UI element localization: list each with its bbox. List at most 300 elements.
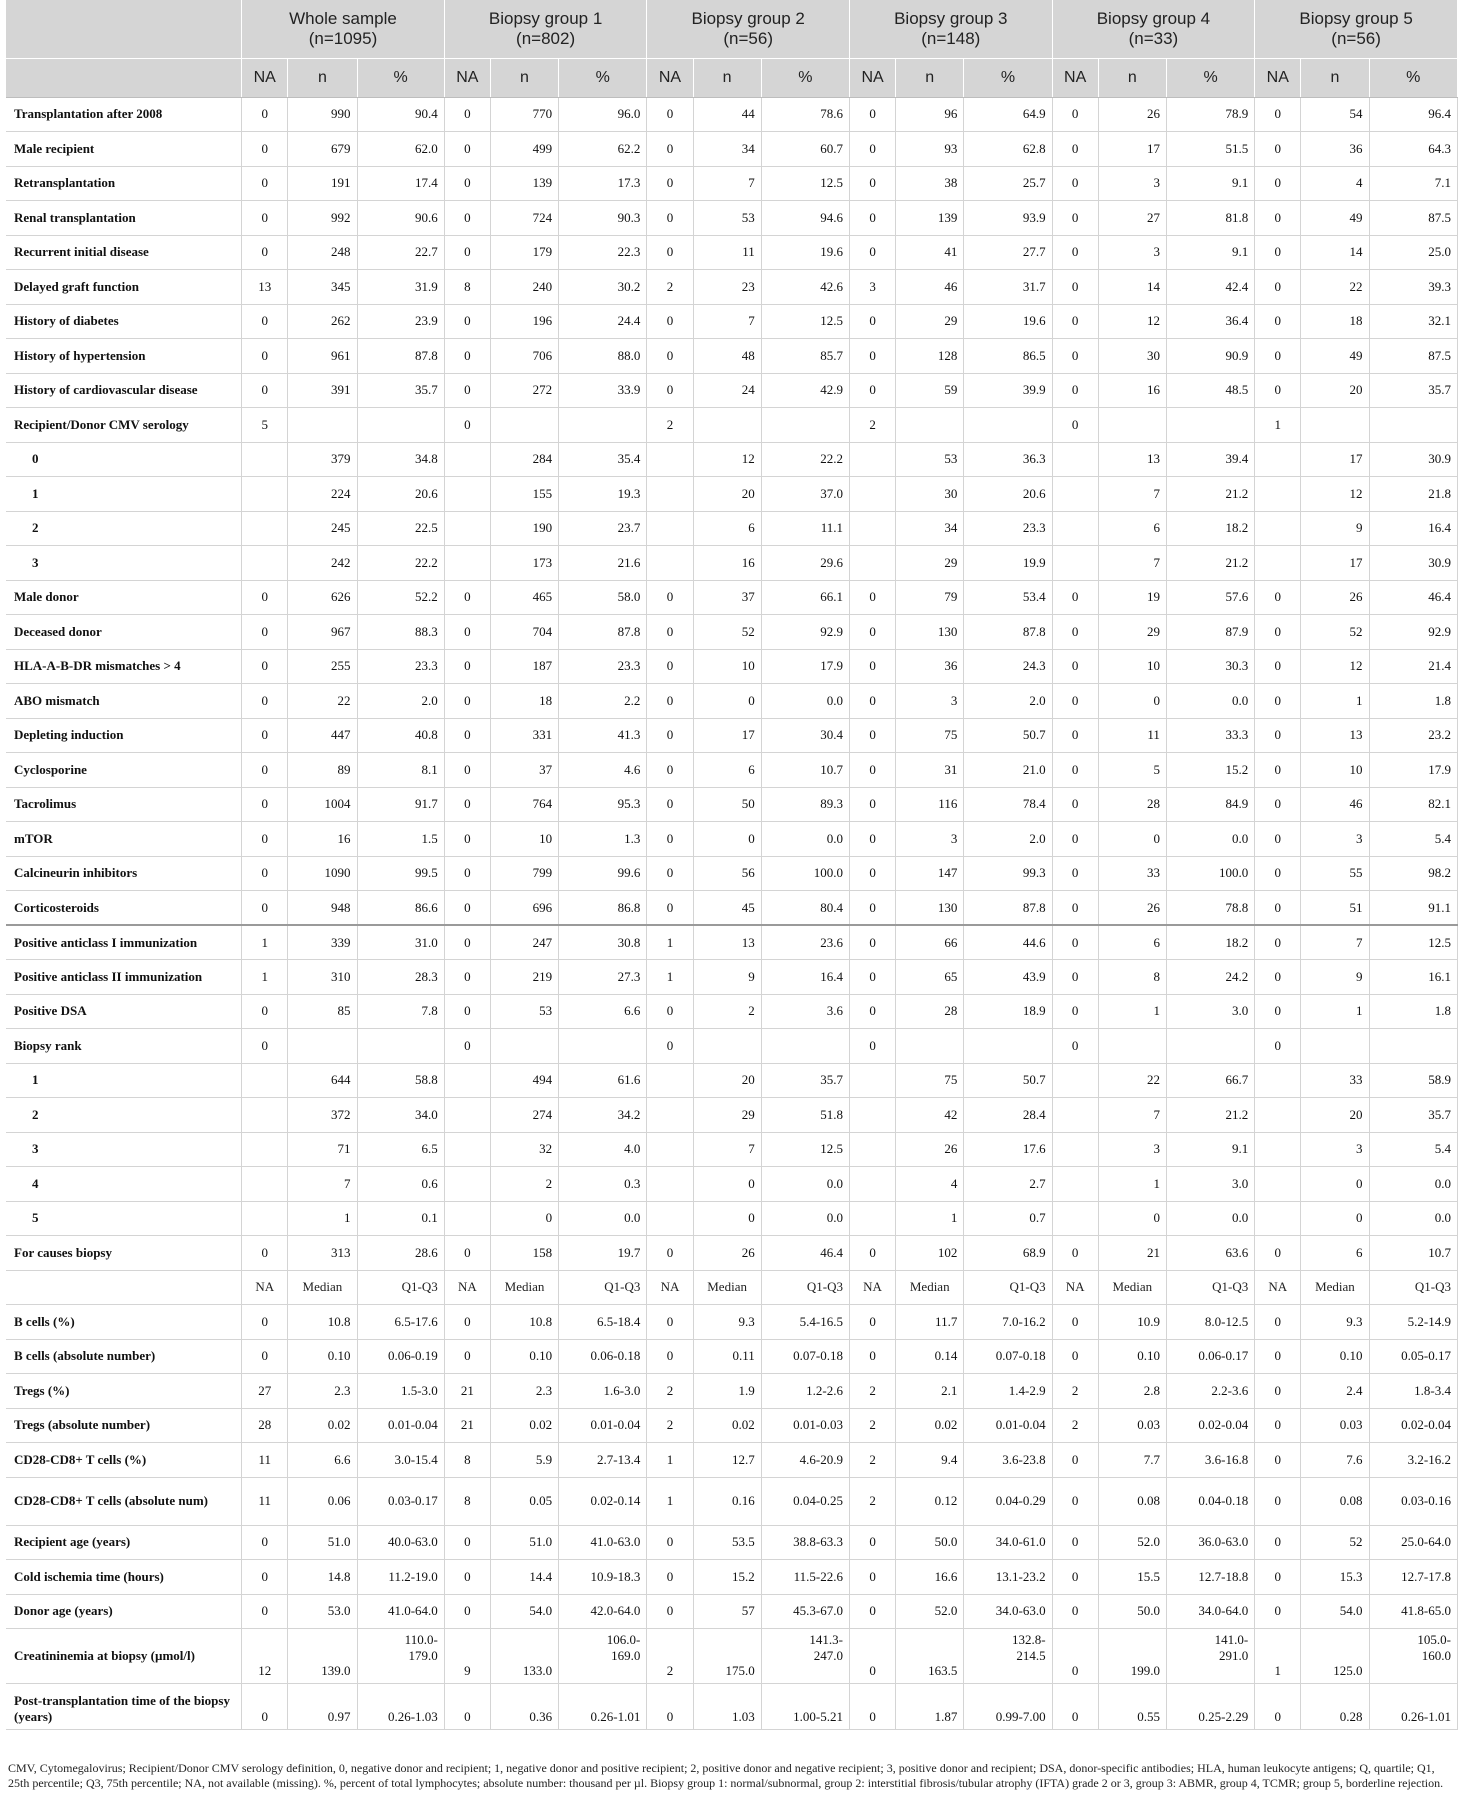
table-cell (850, 1063, 896, 1098)
table-cell: 14.8 (288, 1560, 357, 1595)
table-cell: 50.0 (896, 1525, 964, 1560)
table-cell: 0 (850, 994, 896, 1029)
table-cell (242, 477, 288, 512)
subheader-cell: % (1166, 58, 1254, 97)
table-cell (1166, 408, 1254, 443)
table-cell: 57 (693, 1594, 761, 1629)
table-cell: 42.9 (761, 373, 849, 408)
table-cell (850, 546, 896, 581)
table-cell: 0 (1052, 822, 1098, 857)
table-cell: 58.9 (1369, 1063, 1457, 1098)
table-cell: 17.3 (559, 166, 647, 201)
table-cell: 23.3 (964, 511, 1052, 546)
row-label: Donor age (years) (6, 1594, 242, 1629)
table-cell (288, 1029, 357, 1064)
data-table (6, 0, 1458, 1730)
table-cell: 41 (896, 235, 964, 270)
table-cell: 16.1 (1369, 960, 1457, 995)
table-cell: 704 (490, 615, 558, 650)
table-cell: 0 (1098, 1201, 1166, 1236)
median-header-cell: Q1-Q3 (357, 1270, 444, 1305)
table-cell: 19.9 (964, 546, 1052, 581)
table-cell: 967 (288, 615, 357, 650)
table-cell (1052, 1167, 1098, 1202)
table-cell: 5.2-14.9 (1369, 1305, 1457, 1340)
table-cell (490, 1029, 558, 1064)
table-cell: 0 (647, 304, 693, 339)
table-cell: 8 (444, 270, 490, 305)
table-cell: 78.6 (761, 97, 849, 132)
table-cell: 0.7 (964, 1201, 1052, 1236)
table-cell: 12.5 (761, 166, 849, 201)
row-label: Male recipient (6, 132, 242, 167)
table-cell: 21 (1098, 1236, 1166, 1271)
table-cell (1369, 408, 1457, 443)
table-cell: 36.0-63.0 (1166, 1525, 1254, 1560)
table-cell: 0 (850, 97, 896, 132)
table-cell: 3.2-16.2 (1369, 1443, 1457, 1478)
table-cell: 0 (1301, 1201, 1369, 1236)
table-cell: 0 (444, 718, 490, 753)
table-cell: 0 (1052, 925, 1098, 960)
table-cell: 1.5-3.0 (357, 1374, 444, 1409)
table-cell (242, 442, 288, 477)
table-cell: 28 (1098, 787, 1166, 822)
table-cell: 139 (896, 201, 964, 236)
table-cell: 163.5 (896, 1629, 964, 1684)
median-header-cell: Median (490, 1270, 558, 1305)
table-row (6, 132, 1458, 167)
table-cell: 53 (693, 201, 761, 236)
table-cell: 274 (490, 1098, 558, 1133)
table-cell: 0 (242, 235, 288, 270)
table-cell: 30.2 (559, 270, 647, 305)
table-cell: 51.5 (1166, 132, 1254, 167)
table-cell (647, 511, 693, 546)
table-cell: 20 (693, 477, 761, 512)
table-cell (1369, 1029, 1457, 1064)
table-cell: 0 (647, 1525, 693, 1560)
table-row (6, 1029, 1458, 1064)
table-cell: 23.3 (559, 649, 647, 684)
subheader-cell: % (964, 58, 1052, 97)
table-cell: 372 (288, 1098, 357, 1133)
table-cell: 38 (896, 166, 964, 201)
table-cell: 4.6-20.9 (761, 1443, 849, 1478)
table-cell: 0 (444, 787, 490, 822)
table-cell: 16 (288, 822, 357, 857)
table-cell (647, 477, 693, 512)
table-cell: 33.3 (1166, 718, 1254, 753)
table-cell: 28.3 (357, 960, 444, 995)
subheader-cell: n (1098, 58, 1166, 97)
table-cell: 0 (444, 1305, 490, 1340)
table-cell: 1.3 (559, 822, 647, 857)
subheader-cell: NA (850, 58, 896, 97)
table-row (6, 994, 1458, 1029)
table-cell (761, 1029, 849, 1064)
table-cell: 18.9 (964, 994, 1052, 1029)
table-row (6, 201, 1458, 236)
table-cell: 0 (444, 1560, 490, 1595)
row-label: Male donor (6, 580, 242, 615)
table-cell: 88.3 (357, 615, 444, 650)
table-cell: 1004 (288, 787, 357, 822)
table-cell: 0 (850, 339, 896, 374)
table-cell: 0 (1052, 649, 1098, 684)
table-cell: 45.3-67.0 (761, 1594, 849, 1629)
table-row (6, 408, 1458, 443)
table-cell: 2 (1052, 1408, 1098, 1443)
table-cell: 7 (1098, 1098, 1166, 1133)
table-cell: 53 (490, 994, 558, 1029)
table-cell: 95.3 (559, 787, 647, 822)
table-cell: 4 (1301, 166, 1369, 201)
table-cell (850, 1201, 896, 1236)
table-cell: 2.0 (964, 822, 1052, 857)
table-cell: 0 (1255, 132, 1301, 167)
table-cell: 1 (1301, 684, 1369, 719)
table-cell: 46.4 (761, 1236, 849, 1271)
table-cell: 0 (444, 373, 490, 408)
table-cell: 52 (1301, 615, 1369, 650)
table-cell: 23 (693, 270, 761, 305)
table-cell: 0 (1098, 822, 1166, 857)
table-cell: 116 (896, 787, 964, 822)
group-header: Biopsy group 2 (n=56) (647, 0, 850, 58)
table-cell: 21.2 (1166, 1098, 1254, 1133)
table-cell: 724 (490, 201, 558, 236)
table-cell: 0 (1098, 684, 1166, 719)
table-cell: 5.4 (1369, 822, 1457, 857)
table-cell: 2 (850, 1443, 896, 1478)
table-cell: 34.0 (357, 1098, 444, 1133)
table-cell: 0 (242, 718, 288, 753)
table-cell: 313 (288, 1236, 357, 1271)
median-header-cell: NA (242, 1270, 288, 1305)
table-cell: 3 (1098, 1132, 1166, 1167)
table-cell: 80.4 (761, 891, 849, 926)
row-label: Renal transplantation (6, 201, 242, 236)
table-cell: 247 (490, 925, 558, 960)
table-cell: 0 (1052, 201, 1098, 236)
table-cell: 37.0 (761, 477, 849, 512)
table-cell: 100.0 (761, 856, 849, 891)
table-cell: 105.0- 160.0 (1369, 1629, 1457, 1684)
table-row (6, 304, 1458, 339)
table-cell: 1 (242, 925, 288, 960)
row-label: Deceased donor (6, 615, 242, 650)
table-cell: 0.07-0.18 (761, 1339, 849, 1374)
table-cell: 799 (490, 856, 558, 891)
group-header: Biopsy group 4 (n=33) (1052, 0, 1255, 58)
table-cell (242, 1098, 288, 1133)
table-cell: 272 (490, 373, 558, 408)
table-cell: 5 (242, 408, 288, 443)
table-cell: 0 (242, 580, 288, 615)
table-cell: 0 (850, 1029, 896, 1064)
table-cell: 0.1 (357, 1201, 444, 1236)
table-cell: 1.8-3.4 (1369, 1374, 1457, 1409)
table-cell: 0 (444, 1029, 490, 1064)
table-cell: 0 (647, 787, 693, 822)
table-cell: 21.6 (559, 546, 647, 581)
row-label: 2 (6, 1098, 242, 1133)
table-cell: 15.3 (1301, 1560, 1369, 1595)
table-cell: 2.7-13.4 (559, 1443, 647, 1478)
table-cell: 28.6 (357, 1236, 444, 1271)
subheader-row (6, 58, 1458, 97)
footnote: CMV, Cytomegalovirus; Recipient/Donor CMV serology definition, 0, negative donor and recipient; 1, negative donor and positive recipient; 2, positive donor and negative recipient; 3, positive donor and recipient; DSA, donor-specific antibodies; HLA, human leukocyte antigens; Q, quartile; Q1, 25th percentile; Q3, 75th percentile; NA, not available (missing). %, percent of total lymphocytes; absolute number: thousand per µl. Biopsy group 1: normal/subnormal, group 2: interstitial fibrosis/tubular atrophy (IFTA) grade 2 or 3, group 3: ABMR, group 4, TCMR; group 5, borderline rejection. (8, 1761, 1444, 1790)
table-cell: 8 (1098, 960, 1166, 995)
table-body (6, 0, 1458, 1730)
table-cell (1255, 1098, 1301, 1133)
table-cell: 0 (242, 1339, 288, 1374)
table-cell: 679 (288, 132, 357, 167)
table-cell: 94.6 (761, 201, 849, 236)
table-row (6, 925, 1458, 960)
table-cell: 2.3 (288, 1374, 357, 1409)
table-cell: 51.0 (490, 1525, 558, 1560)
table-cell: 87.9 (1166, 615, 1254, 650)
table-cell: 0 (444, 201, 490, 236)
table-cell: 10.7 (1369, 1236, 1457, 1271)
table-cell: 87.5 (1369, 201, 1457, 236)
table-cell: 0.03-0.17 (357, 1477, 444, 1525)
table-cell: 0 (1255, 856, 1301, 891)
table-cell: 89 (288, 753, 357, 788)
table-row (6, 546, 1458, 581)
table-cell: 66.7 (1166, 1063, 1254, 1098)
table-cell: 0 (1052, 373, 1098, 408)
table-cell: 0 (1052, 1560, 1098, 1595)
table-cell: 23.7 (559, 511, 647, 546)
table-cell (1052, 511, 1098, 546)
table-cell: 0 (242, 787, 288, 822)
table-cell: 35.7 (1369, 373, 1457, 408)
table-cell: 0 (242, 132, 288, 167)
median-header-cell: Q1-Q3 (559, 1270, 647, 1305)
table-row (6, 373, 1458, 408)
table-cell: 0 (242, 822, 288, 857)
table-cell: 41.8-65.0 (1369, 1594, 1457, 1629)
table-cell: 46.4 (1369, 580, 1457, 615)
table-cell (647, 546, 693, 581)
table-cell: 0 (1255, 1029, 1301, 1064)
row-label: HLA-A-B-DR mismatches > 4 (6, 649, 242, 684)
table-cell: 0 (850, 960, 896, 995)
table-cell: 22.2 (761, 442, 849, 477)
table-cell: 191 (288, 166, 357, 201)
table-cell: 34.0-61.0 (964, 1525, 1052, 1560)
table-cell: 0.06-0.19 (357, 1339, 444, 1374)
table-cell: 245 (288, 511, 357, 546)
table-cell: 36.3 (964, 442, 1052, 477)
table-cell: 16.4 (761, 960, 849, 995)
table-cell: 31.9 (357, 270, 444, 305)
table-cell: 45 (693, 891, 761, 926)
table-cell: 9.1 (1166, 166, 1254, 201)
table-cell: 6 (1098, 925, 1166, 960)
table-cell: 255 (288, 649, 357, 684)
table-cell: 0 (850, 1339, 896, 1374)
table-cell: 0 (1255, 1374, 1301, 1409)
table-cell: 706 (490, 339, 558, 374)
table-cell: 33 (1301, 1063, 1369, 1098)
table-cell: 3 (1301, 822, 1369, 857)
row-label: 1 (6, 1063, 242, 1098)
table-cell: 0.03-0.16 (1369, 1477, 1457, 1525)
table-cell: 87.5 (1369, 339, 1457, 374)
table-cell: 37 (693, 580, 761, 615)
table-cell: 0 (1052, 856, 1098, 891)
table-cell: 2 (850, 1374, 896, 1409)
table-cell (444, 1063, 490, 1098)
table-cell: 0 (1255, 1408, 1301, 1443)
table-cell (288, 408, 357, 443)
table-cell: 0.10 (490, 1339, 558, 1374)
table-cell: 130 (896, 891, 964, 926)
median-header-cell: Q1-Q3 (964, 1270, 1052, 1305)
table-row (6, 822, 1458, 857)
subheader-cell: n (896, 58, 964, 97)
table-cell: 0.04-0.25 (761, 1477, 849, 1525)
table-cell: 0.0 (1166, 822, 1254, 857)
table-cell: 30 (1098, 339, 1166, 374)
table-cell: 0 (1052, 787, 1098, 822)
table-cell: 1 (288, 1201, 357, 1236)
table-cell: 22.7 (357, 235, 444, 270)
table-cell: 61.6 (559, 1063, 647, 1098)
table-cell: 0 (647, 339, 693, 374)
table-cell: 20.6 (964, 477, 1052, 512)
table-cell: 1 (647, 1443, 693, 1478)
table-cell: 6.6 (559, 994, 647, 1029)
table-cell: 17 (1301, 546, 1369, 581)
table-cell: 30.4 (761, 718, 849, 753)
table-cell: 7 (1301, 925, 1369, 960)
table-cell: 21.4 (1369, 649, 1457, 684)
table-cell: 141.0- 291.0 (1166, 1629, 1254, 1684)
table-cell: 12 (242, 1629, 288, 1684)
table-cell: 133.0 (490, 1629, 558, 1684)
table-row (6, 787, 1458, 822)
table-cell: 35.7 (1369, 1098, 1457, 1133)
table-cell: 82.1 (1369, 787, 1457, 822)
table-cell (850, 511, 896, 546)
table-cell: 7 (1098, 477, 1166, 512)
table-cell: 9.1 (1166, 235, 1254, 270)
median-header-cell: Median (288, 1270, 357, 1305)
table-cell: 0 (1255, 1594, 1301, 1629)
table-cell: 0 (444, 1684, 490, 1730)
table-cell: 0 (444, 408, 490, 443)
row-label: For causes biopsy (6, 1236, 242, 1271)
table-cell: 29 (1098, 615, 1166, 650)
row-label: Tregs (%) (6, 1374, 242, 1409)
table-cell: 0 (1255, 1525, 1301, 1560)
table-cell (964, 408, 1052, 443)
table-cell: 0 (242, 615, 288, 650)
row-label: Recurrent initial disease (6, 235, 242, 270)
table-cell: 770 (490, 97, 558, 132)
table-cell: 78.9 (1166, 97, 1254, 132)
table-cell: 0 (647, 132, 693, 167)
row-label: B cells (%) (6, 1305, 242, 1340)
table-cell: 0.01-0.04 (559, 1408, 647, 1443)
table-cell: 10 (693, 649, 761, 684)
table-cell: 12.5 (761, 304, 849, 339)
table-cell: 12.7 (693, 1443, 761, 1478)
table-cell: 13 (1301, 718, 1369, 753)
table-cell (647, 1132, 693, 1167)
table-cell: 1.00-5.21 (761, 1684, 849, 1730)
row-label: Tacrolimus (6, 787, 242, 822)
table-cell: 0 (850, 201, 896, 236)
row-label: 3 (6, 546, 242, 581)
table-cell: 106.0- 169.0 (559, 1629, 647, 1684)
table-cell: 11 (693, 235, 761, 270)
table-cell: 0 (1255, 1560, 1301, 1595)
median-header-cell: NA (647, 1270, 693, 1305)
table-cell: 0.02 (896, 1408, 964, 1443)
group-header-row (6, 0, 1458, 58)
table-cell: 0 (1052, 1443, 1098, 1478)
table-cell: 0 (242, 201, 288, 236)
table-cell: 0.0 (761, 1167, 849, 1202)
table-cell: 22 (288, 684, 357, 719)
row-label: Positive anticlass I immunization (6, 925, 242, 960)
table-row (6, 166, 1458, 201)
table-cell: 13 (242, 270, 288, 305)
table-cell: 0.06 (288, 1477, 357, 1525)
table-cell: 87.8 (559, 615, 647, 650)
table-cell: 0 (850, 925, 896, 960)
table-cell: 92.9 (1369, 615, 1457, 650)
table-cell: 0 (1255, 718, 1301, 753)
table-cell: 0 (647, 822, 693, 857)
table-cell: 55 (1301, 856, 1369, 891)
table-cell: 10.9-18.3 (559, 1560, 647, 1595)
table-cell: 11.5-22.6 (761, 1560, 849, 1595)
table-cell: 102 (896, 1236, 964, 1271)
subheader-cell: NA (1255, 58, 1301, 97)
table-cell: 0 (1052, 1236, 1098, 1271)
table-cell: 0 (850, 1684, 896, 1730)
table-cell: 12 (693, 442, 761, 477)
table-cell: 50 (693, 787, 761, 822)
table-cell: 0 (1052, 718, 1098, 753)
table-cell: 34 (693, 132, 761, 167)
table-cell: 30.8 (559, 925, 647, 960)
table-cell: 9 (444, 1629, 490, 1684)
table-cell: 7 (693, 166, 761, 201)
subheader-cell: % (1369, 58, 1457, 97)
table-cell: 0 (242, 97, 288, 132)
table-cell: 2 (693, 994, 761, 1029)
table-cell: 31.0 (357, 925, 444, 960)
table-cell: 26 (1098, 97, 1166, 132)
table-cell: 0.26-1.01 (559, 1684, 647, 1730)
table-cell: 22.2 (357, 546, 444, 581)
table-cell: 27.7 (964, 235, 1052, 270)
table-cell: 240 (490, 270, 558, 305)
table-cell: 12 (1301, 649, 1369, 684)
table-cell: 0 (1052, 235, 1098, 270)
table-cell: 41.0-63.0 (559, 1525, 647, 1560)
table-cell: 0.28 (1301, 1684, 1369, 1730)
table-cell: 54.0 (1301, 1594, 1369, 1629)
